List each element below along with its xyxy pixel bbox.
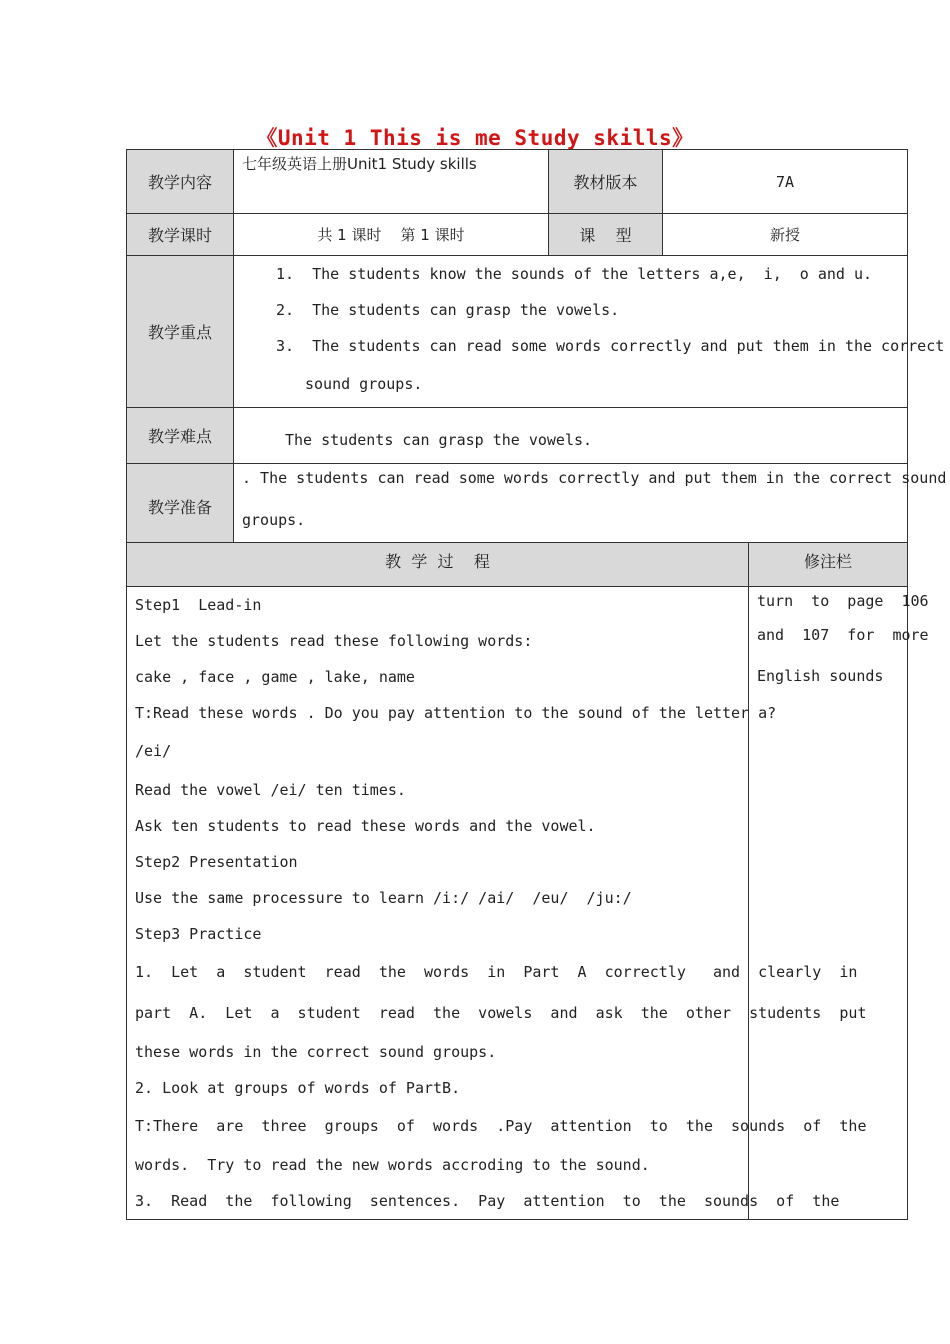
process-line: Step3 Practice xyxy=(135,925,262,943)
process-line: these words in the correct sound groups. xyxy=(135,1043,497,1061)
process-line: /ei/ xyxy=(135,742,172,760)
lesson-info-table xyxy=(126,149,947,549)
notes-line: and 107 for more xyxy=(757,626,929,644)
prep-label: 教学准备 xyxy=(127,464,234,549)
prep-line-2: groups. xyxy=(242,511,306,529)
edition-value: 7A xyxy=(663,150,908,214)
process-table xyxy=(126,542,929,1220)
prep-line-1: . The students can read some words correctly and put them in the correct sound xyxy=(242,469,947,487)
key-point-1: 1. The students know the sounds of the letters a,e, i, o and u. xyxy=(276,265,873,283)
notes-line: English sounds xyxy=(757,667,884,685)
process-line: T:There are three groups of words .Pay attention to the sounds of the xyxy=(135,1117,867,1135)
difficulty-label: 教学难点 xyxy=(127,408,234,464)
key-point-3: 3. The students can read some words correctly and put them in the correct xyxy=(276,337,945,355)
process-line: Step1 Lead-in xyxy=(135,596,262,614)
notes-line: turn to page 106 xyxy=(757,592,929,610)
difficulty-content xyxy=(234,408,908,464)
process-line: Read the vowel /ei/ ten times. xyxy=(135,781,406,799)
key-points-label: 教学重点 xyxy=(127,256,234,408)
periods-value: 共 1 课时 第 1 课时 xyxy=(234,214,549,256)
prep-content xyxy=(234,464,947,549)
process-line: words. Try to read the new words accroding to the sound. xyxy=(135,1156,650,1174)
difficulty-value: The students can grasp the vowels. xyxy=(285,430,593,449)
process-line: Step2 Presentation xyxy=(135,853,298,871)
process-line: 2. Look at groups of words of PartB. xyxy=(135,1079,461,1097)
process-line: T:Read these words . Do you pay attention to the sound of the letter a? xyxy=(135,704,777,722)
process-heading: 教 学 过 程 xyxy=(127,543,749,587)
key-points-content xyxy=(234,256,945,408)
process-line: 3. Read the following sentences. Pay attention to the sounds of the xyxy=(135,1192,840,1210)
process-line: Let the students read these following words: xyxy=(135,632,533,650)
content-label: 教学内容 xyxy=(127,150,234,214)
content-value xyxy=(234,150,549,214)
type-value: 新授 xyxy=(663,214,908,256)
process-line: part A. Let a student read the vowels and ask the other students put xyxy=(135,1004,867,1022)
edition-label: 教材版本 xyxy=(549,150,663,214)
content-value-text: 七年级英语上册Unit1 Study skills xyxy=(242,155,477,173)
process-line: Ask ten students to read these words and the vowel. xyxy=(135,817,596,835)
periods-label: 教学课时 xyxy=(127,214,234,256)
process-line: Use the same processure to learn /i:/ /ai/ /eu/ /ju:/ xyxy=(135,889,632,907)
key-point-2: 2. The students can grasp the vowels. xyxy=(276,301,620,319)
type-label: 课 型 xyxy=(549,214,663,256)
process-line: cake , face , game , lake, name xyxy=(135,668,415,686)
document-title: 《Unit 1 This is me Study skills》 xyxy=(256,126,694,150)
process-line: 1. Let a student read the words in Part A correctly and clearly in xyxy=(135,963,858,981)
key-point-3-cont: sound groups. xyxy=(305,375,423,393)
notes-heading: 修注栏 xyxy=(749,543,908,587)
